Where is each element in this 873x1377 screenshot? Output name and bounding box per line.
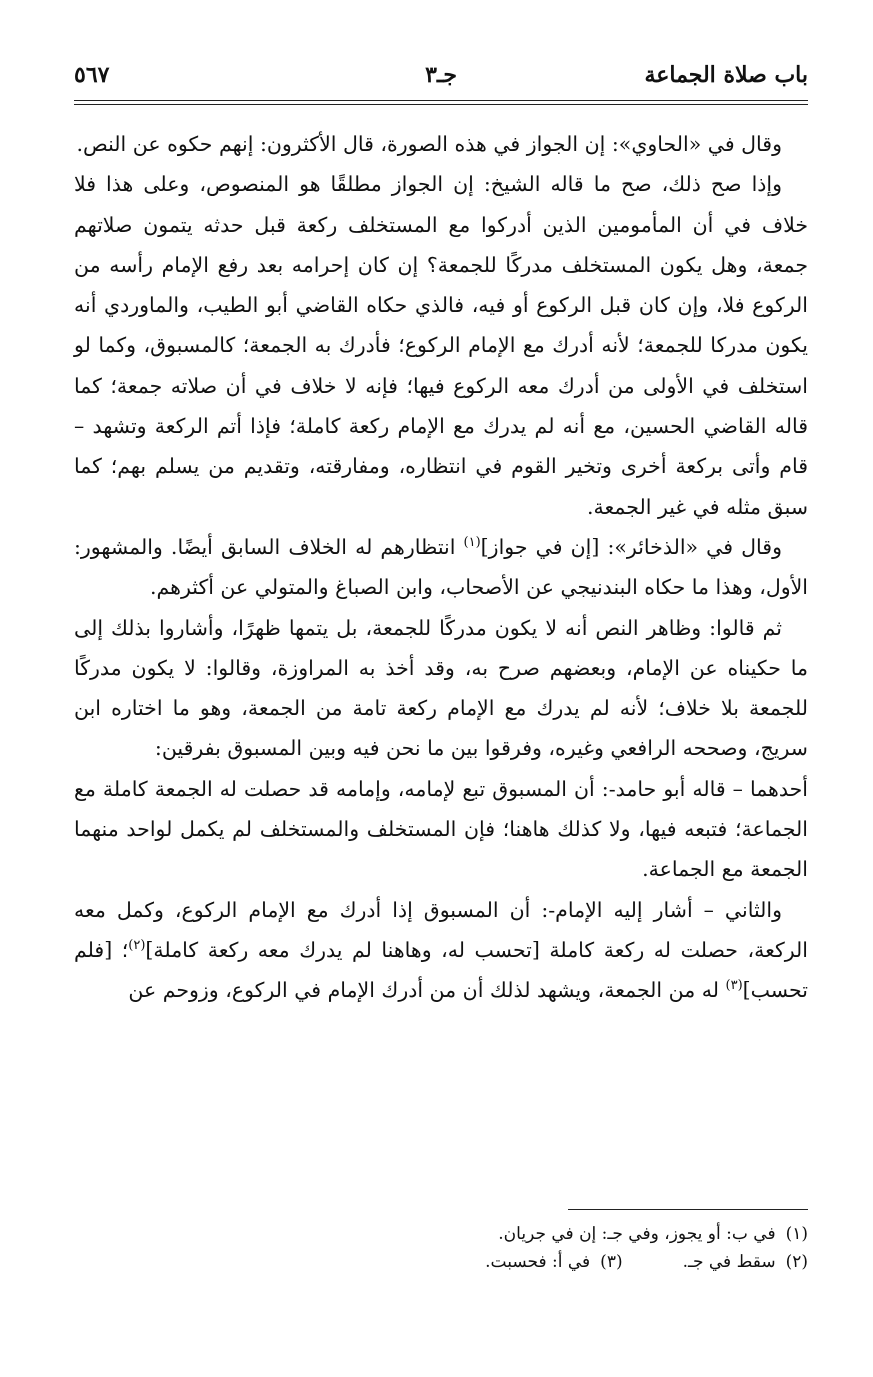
- paragraph: وقال في «الحاوي»: إن الجواز في هذه الصورة، قال الأكثرون: إنهم حكوه عن النص.: [76, 132, 782, 156]
- volume-label: جـ٣: [425, 62, 457, 88]
- paragraph-text: وقال في «الذخائر»: [إن في جواز]: [480, 534, 782, 559]
- book-page: [74, 0, 808, 1377]
- paragraph: وإذا صح ذلك، صح ما قاله الشيخ: إن الجواز مطلقًا هو المنصوص، وعلى هذا فلا خلاف في أن المأمومين الذين أدركوا مع المستخلف ركعة قبل حدثه يتمون صلاتهم جمعة، وهل يكون المستخلف مدركًا للجمعة؟ إن كان إحرامه بعد رفع الإمام رأسه من الركوع فلا، وإن كان قبل الركوع أو فيه، فالذي حكاه القاضي أبو الطيب، والماوردي أنه يكون مدركا للجمعة؛ لأنه أدرك مع الإمام الركوع؛ فأدرك به الجمعة؛ كالمسبوق، وكما لو استخلف في الأولى من أدرك معه الركوع فيها؛ فإنه لا خلاف في أن صلاته جمعة؛ كما قاله القاضي الحسين، مع أنه لم يدرك مع الإمام ركعة كاملة؛ فإذا أتم الركعة وتشهد – قام وأتى بركعة أخرى وتخير القوم في انتظاره، ومفارقته، وتقديم من يسلم بهم؛ كما سبق مثله في غير الجمعة.: [74, 172, 808, 519]
- footnote-text: سقط في جـ.: [682, 1252, 776, 1272]
- footnote-number: (٣): [600, 1252, 623, 1272]
- footnotes: [74, 1220, 808, 1276]
- paragraph: [74, 890, 808, 1011]
- footnote-line: [74, 1220, 808, 1248]
- header-rule: [74, 100, 808, 105]
- footnote-number: (٢): [785, 1252, 808, 1272]
- footnote-number: (١): [785, 1224, 808, 1244]
- main-text: [74, 124, 808, 1011]
- paragraph-text: انتظارهم له الخلاف السابق أيضًا. والمشهور: الأول، وهذا ما حكاه البندنيجي عن الأصحاب، وابن الصباغ والمتولي عن أكثرهم.: [74, 534, 808, 600]
- paragraph: ثم قالوا: وظاهر النص أنه لا يكون مدركًا للجمعة، بل يتمها ظهرًا، وأشاروا بذلك إلى ما حكيناه عن الإمام، وبعضهم صرح به، وقد أخذ به المراوزة، وقالوا: لا يكون مدركًا للجمعة بلا خلاف؛ لأنه لم يدرك مع الإمام ركعة تامة من الجمعة، وهو ما اختاره ابن سريج، وصححه الرافعي وغيره، وفرقوا بين ما نحن فيه وبين المسبوق بفرقين:: [74, 615, 808, 761]
- paragraph-text: له من الجمعة، ويشهد لذلك أن من أدرك الإمام في الركوع، وزوحم عن: [128, 978, 726, 1003]
- footnote-ref: (١): [463, 535, 481, 551]
- paragraph: أحدهما – قاله أبو حامد-: أن المسبوق تبع لإمامه، وإمامه قد حصلت له الجمعة كاملة مع الجماعة؛ فتبعه فيها، ولا كذلك هاهنا؛ فإن المستخلف والمستخلف لم يكمل لواحد منهما الجمعة مع الجماعة.: [74, 776, 808, 882]
- footnote-text: في أ: فحسبت.: [485, 1252, 591, 1272]
- paragraph: [74, 527, 808, 608]
- page-number: ٥٦٧: [74, 62, 110, 88]
- chapter-title: باب صلاة الجماعة: [644, 62, 808, 88]
- footnote-line: [74, 1248, 808, 1276]
- paragraph-text: ؛ [فلم تحسب]: [74, 937, 808, 1003]
- footnote-rule: [568, 1209, 808, 1210]
- footnote-ref: (٢): [128, 938, 146, 954]
- footnote-ref: (٣): [725, 978, 743, 994]
- footnote-text: في ب: أو يجوز، وفي جـ: إن في جريان.: [498, 1224, 776, 1244]
- paragraph-text: والثاني – أشار إليه الإمام-: أن المسبوق إذا أدرك مع الإمام الركوع، وكمل معه الركعة، حصلت له ركعة كاملة [تحسب له، وهاهنا لم يدرك معه ركعة كاملة]: [74, 897, 808, 962]
- running-header: [74, 55, 808, 95]
